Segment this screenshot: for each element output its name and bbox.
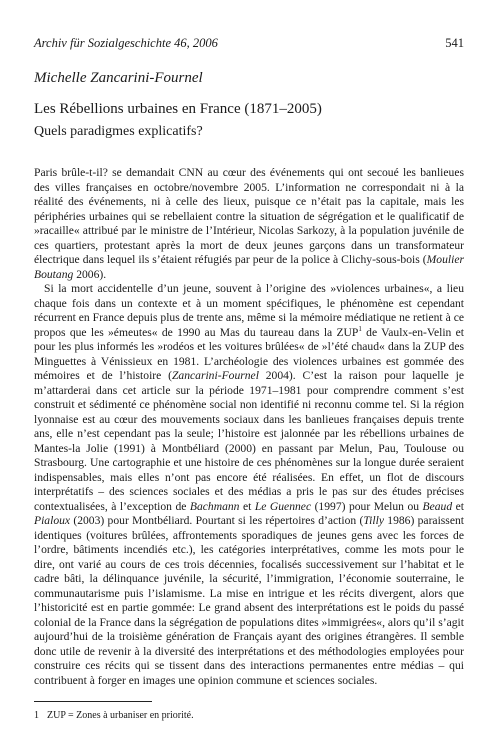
paragraph-2-text-f: 1986) paraissent identiques (voitures brûlées, affrontements sporadiques de jeunes gens avec les forces de l’ordre, bâtiments incendiés etc.), les catégories interprétatives, comme les mots pour le dire, ont varié au cours de ces trois décennies, focalisés successivement sur l’habitat et le cadre bâti, la délinquance juvénile, la sécurité, l’immigration, l’économie souterraine, le communautarisme puis l’islamisme. La mise en intrigue et les récits divergent, alors que l’historicité est en partie gommée: Le grand absent des interprétations est le poids du passé colonial de la France dans la ségrégation de populations dites »immigrées«, alors qu’il s’agit aujourd’hui de la troisième génération de Français ayant des origines étrangères. Il semble donc utile de revenir à la diversité des interprétations et des méthodologies employées pour construire ces récits qui se tissent dans des interactions permanentes entre médias – qui contribuent à forger en images une opinion commune et sciences sociales. bbox=[34, 514, 464, 687]
citation-zancarini-fournel: Zancarini-Fournel bbox=[171, 369, 259, 382]
paragraph-1-text-end: 2006). bbox=[73, 267, 107, 281]
page-number: 541 bbox=[445, 36, 464, 50]
citation-beaud: Beaud bbox=[422, 499, 453, 513]
running-header bbox=[34, 36, 464, 52]
article-author: Michelle Zancarini-Fournel bbox=[34, 70, 203, 86]
footnote bbox=[34, 710, 194, 721]
paragraph-1-text: Paris brûle-t-il? se demandait CNN au cœur des événements qui ont secoué les banlieues des villes françaises en octobre/novembre 2005. L’information ne correspondait ni à la réalité des événements, ni à celle des lieux, puisque ce n’était pas la capitale, mais les périphéries urbaines qui se rebellaient contre la situation de ségrégation et le qualificatif de »racaille« attribué par le ministre de l’Intérieur, Nicolas Sarkozy, à la population juvénile de ces quartiers, protestant après la mort de deux jeunes garçons dans un transformateur électrique dans lequel ils s’étaient réfugiés par peur de la police à Clichy-sous-bois ( bbox=[34, 166, 464, 266]
article-title: Les Rébellions urbaines en France (1871–2005) bbox=[34, 101, 322, 117]
paragraph-2-text-d: (1997) pour Melun ou bbox=[311, 499, 423, 513]
paragraph-2-text-e: (2003) pour Montbéliard. Pourtant si les répertoires d’action ( bbox=[70, 514, 364, 527]
footnote-text: ZUP = Zones à urbaniser en priorité. bbox=[47, 710, 194, 721]
citation-le-guennec: Le Guennec bbox=[254, 499, 312, 513]
paragraph-2 bbox=[34, 282, 464, 688]
article-subtitle: Quels paradigmes explicatifs? bbox=[34, 124, 203, 139]
citation-tilly: Tilly bbox=[363, 514, 384, 527]
paragraph-2-text-a: Si la mort accidentelle d’un jeune, souvent à l’origine des »violences urbaines«, a lieu chaque fois dans un contexte et à un moment spécifiques, le phénomène est cependant récurrent en France depuis plus de trente ans, même si la mémoire médiatique ne retient à ce propos que les »émeutes« de 1990 au Mas du taureau dans la ZUP bbox=[34, 282, 464, 339]
conjunction: et bbox=[452, 499, 464, 513]
journal-name: Archiv für Sozialgeschichte 46, 2006 bbox=[34, 36, 218, 50]
footnote-number: 1 bbox=[34, 710, 39, 721]
paragraph-1 bbox=[34, 166, 464, 282]
footnote-marker: 1 bbox=[358, 324, 362, 333]
footnote-divider bbox=[34, 701, 152, 702]
article-body bbox=[34, 166, 464, 688]
citation-bachmann: Bachmann bbox=[189, 499, 240, 513]
citation-pialoux: Pialoux bbox=[34, 514, 71, 527]
paragraph-2-text-b: de Vaulx-en-Velin et pour les plus informés les »rodéos et les voitures brûlées« de »l’été chaud« dans la ZUP des Minguettes à Vénissieux en 1981. L’archéologie des violences urbaines est gommée des mémoires et de l’histoire ( bbox=[34, 325, 464, 382]
citation-moulier-boutang: Moulier Boutang bbox=[34, 253, 464, 281]
paragraph-2-text-c: 2004). C’est la raison pour laquelle je m’attarderai dans cet article sur la période 1971–1981 pour comprendre comment s’est construit et sédimenté ce phénomène social non identifié ni reconnu comme tel. Si la région lyonnaise est au cœur des mouvements sociaux dans les banlieues françaises depuis trente ans, elle n’est cependant pas la seule; l’histoire est jalonnée par les rébellions urbaines de Mantes-la Jolie (1991) à Montbéliard (2000) en passant par Melun, Pau, Toulouse ou Strasbourg. Une cartographie et une histoire de ces phénomènes sur la longue durée seraient indispensables, mais elles n’ont pas encore été réalisées. En effet, un flot de discours interprétatifs – des sciences sociales et des médias a pris le pas sur des études précises contextualisées, à l’exception de bbox=[34, 369, 464, 513]
conjunction: et bbox=[239, 499, 255, 513]
